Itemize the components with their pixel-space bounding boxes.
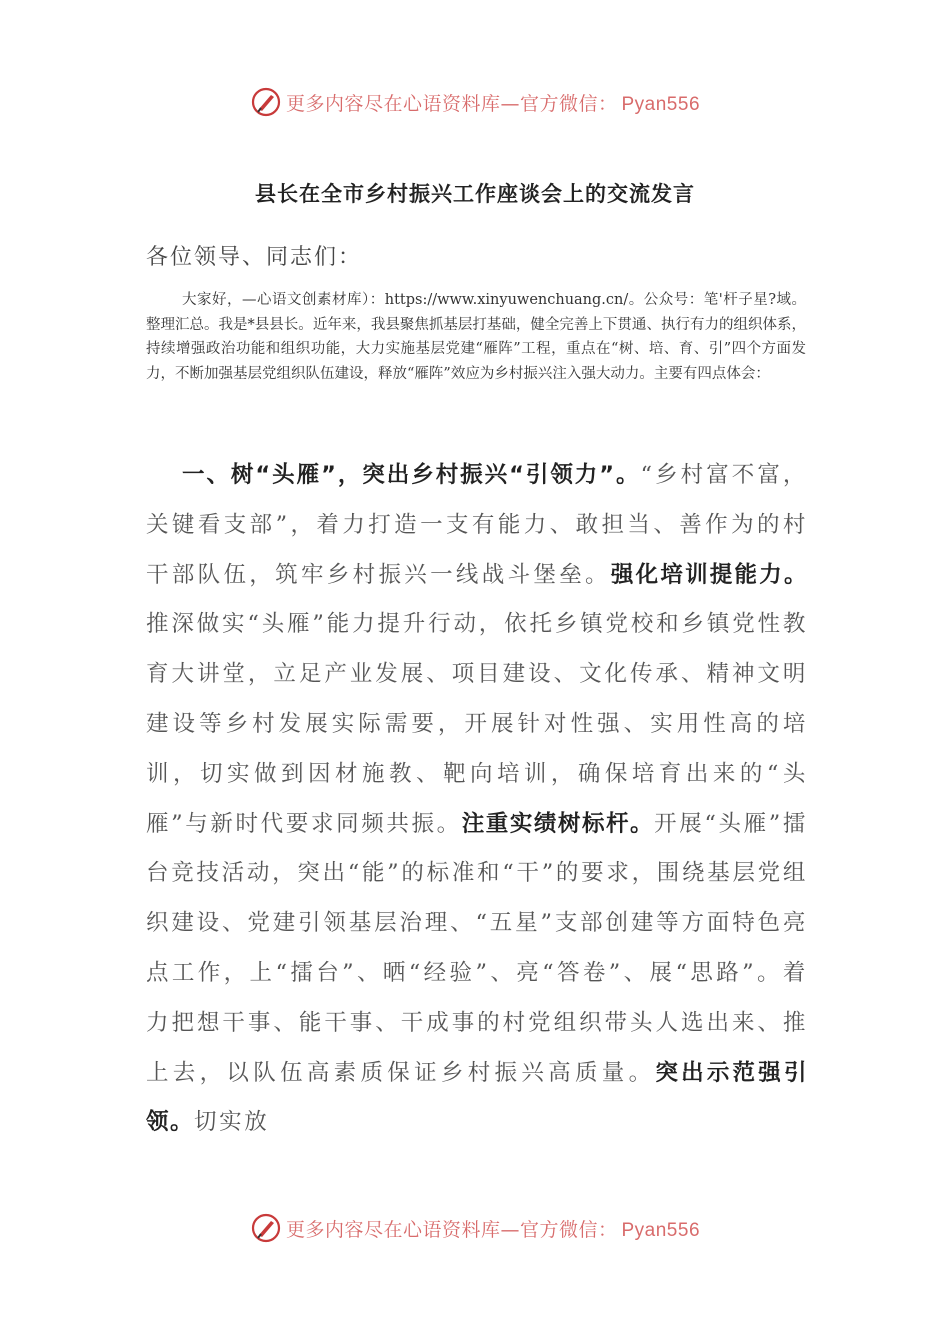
section-1-text-1: “乡村富不富，关键看支部”，着力打造一支有能力、敢担当、善作为的村干部队伍，筑牢乡村振兴一线战斗堡垒。 <box>146 462 809 588</box>
footer-watermark-banner <box>0 1208 950 1248</box>
subheading-demonstration: 突出示范强引领。 <box>146 1059 808 1136</box>
banner-text: 更多内容尽在心语资料库—官方微信： Pyan556 <box>285 92 701 115</box>
subheading-benchmark: 注重实绩树标杆。 <box>461 810 655 837</box>
section-1-paragraph <box>146 451 808 1148</box>
section-1-text-3: 开展“头雁”擂台竞技活动，突出“能”的标准和“干”的要求，围绕基层党组织建设、党建引领基层治理、“五星”支部创建等方面特色亮点工作，上“擂台”、晒“经验”、亮“答卷”、展“思路”。着力把想干事、能干事、干成事的村党组织带头人选出来、推上去，以队伍高素质保证乡村振兴高质量。 <box>146 810 808 1086</box>
banner-text: 更多内容尽在心语资料库—官方微信： Pyan556 <box>285 1218 701 1241</box>
quill-logo-icon <box>250 1212 282 1244</box>
quill-logo-icon <box>250 86 282 118</box>
subheading-training: 强化培训提能力。 <box>610 561 808 588</box>
section-1-text-4: 切实放 <box>194 1109 270 1136</box>
banner-wechat-handle: Pyan556 <box>621 93 701 115</box>
section-1-heading: 一、树“头雁”，突出乡村振兴“引领力”。 <box>182 462 641 488</box>
intro-paragraph: 大家好，—心语文创素材库）：https://www.xinyuwenchuang.cn/。公众号：笔'杆子星?域。整理汇总。我是*县县长。近年来，我县聚焦抓基层打基础，健全完善上下贯通、执行有力的组织体系，持续增强政治功能和组织功能，大力实施基层党建“雁阵”工程，重点在“树、培、育、引”四个方面发力，不断加强基层党组织队伍建设，释放“雁阵”效应为乡村振兴注入强大动力。主要有四点体会： <box>146 292 806 382</box>
header-watermark-banner <box>0 82 950 122</box>
section-1-text-2: 推深做实“头雁”能力提升行动，依托乡镇党校和乡镇党性教育大讲堂，立足产业发展、项目建设、文化传承、精神文明建设等乡村发展实际需要，开展针对性强、实用性高的培训，切实做到因材施教、靶向培训，确保培育出来的“头雁”与新时代要求同频共振。 <box>146 611 808 837</box>
banner-wechat-handle: Pyan556 <box>621 1219 701 1241</box>
document-title: 县长在全市乡村振兴工作座谈会上的交流发言 <box>255 182 695 206</box>
greeting: 各位领导、同志们： <box>146 245 363 270</box>
